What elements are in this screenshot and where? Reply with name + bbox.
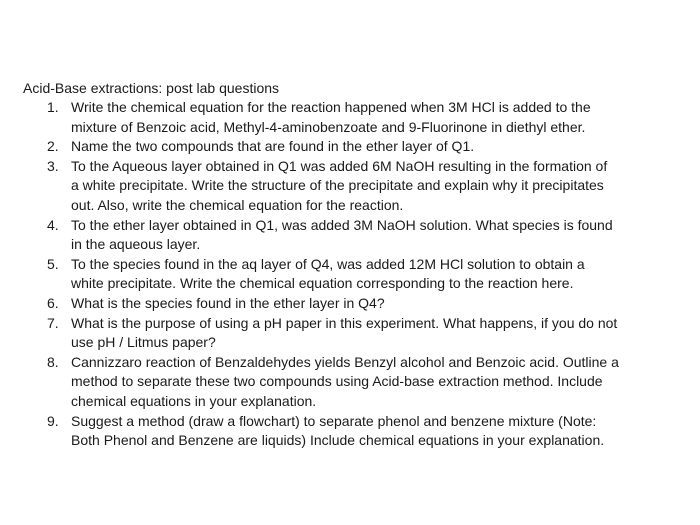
question-item	[0, 98, 700, 137]
question-text-line: What is the purpose of using a pH paper in this experiment. What happens, if you do not	[71, 314, 618, 331]
question-text-line: white precipitate. Write the chemical equation corresponding to the reaction here.	[71, 275, 574, 292]
question-number: 8.	[47, 353, 59, 370]
question-text-line: To the ether layer obtained in Q1, was added 3M NaOH solution. What species is found	[71, 216, 613, 233]
page-title: Acid-Base extractions: post lab questions	[23, 80, 280, 96]
question-number: 5.	[47, 255, 59, 272]
question-text-line: in the aqueous layer.	[71, 236, 201, 253]
question-list	[0, 98, 700, 451]
question-text-line: out. Also, write the chemical equation for the reaction.	[71, 196, 404, 213]
question-item	[0, 216, 700, 255]
question-number: 2.	[47, 138, 59, 155]
question-number: 4.	[47, 216, 59, 233]
question-text-line: Name the two compounds that are found in the ether layer of Q1.	[71, 138, 475, 155]
question-item	[0, 412, 700, 451]
question-item	[0, 294, 700, 314]
question-item	[0, 353, 700, 412]
question-number: 9.	[47, 412, 59, 429]
question-item	[0, 255, 700, 294]
question-item	[0, 314, 700, 353]
question-item	[0, 137, 700, 157]
question-text-line: mixture of Benzoic acid, Methyl-4-aminobenzoate and 9-Fluorinone in diethyl ether.	[71, 118, 586, 135]
question-text-line: chemical equations in your explanation.	[71, 392, 317, 409]
question-number: 1.	[47, 99, 59, 115]
question-text-line: To the species found in the aq layer of Q4, was added 12M HCl solution to obtain a	[71, 255, 585, 272]
question-text-line: a white precipitate. Write the structure of the precipitate and explain why it precipitates	[71, 177, 604, 194]
question-number: 3.	[47, 157, 59, 174]
question-text-line: use pH / Litmus paper?	[71, 334, 216, 351]
question-item	[0, 157, 700, 216]
question-text-line: Write the chemical equation for the reaction happened when 3M HCl is added to the	[71, 99, 591, 115]
question-text-line: What is the species found in the ether layer in Q4?	[71, 294, 385, 311]
question-number: 7.	[47, 314, 59, 331]
question-text-line: Suggest a method (draw a flowchart) to separate phenol and benzene mixture (Note:	[71, 412, 597, 429]
question-number: 6.	[47, 294, 59, 311]
question-text-line: To the Aqueous layer obtained in Q1 was added 6M NaOH resulting in the formation of	[71, 157, 608, 174]
question-text-line: Cannizzaro reaction of Benzaldehydes yields Benzyl alcohol and Benzoic acid. Outline a	[71, 353, 619, 370]
question-text-line: method to separate these two compounds using Acid-base extraction method. Include	[71, 373, 603, 390]
question-text-line: Both Phenol and Benzene are liquids) Include chemical equations in your explanation.	[71, 432, 605, 449]
